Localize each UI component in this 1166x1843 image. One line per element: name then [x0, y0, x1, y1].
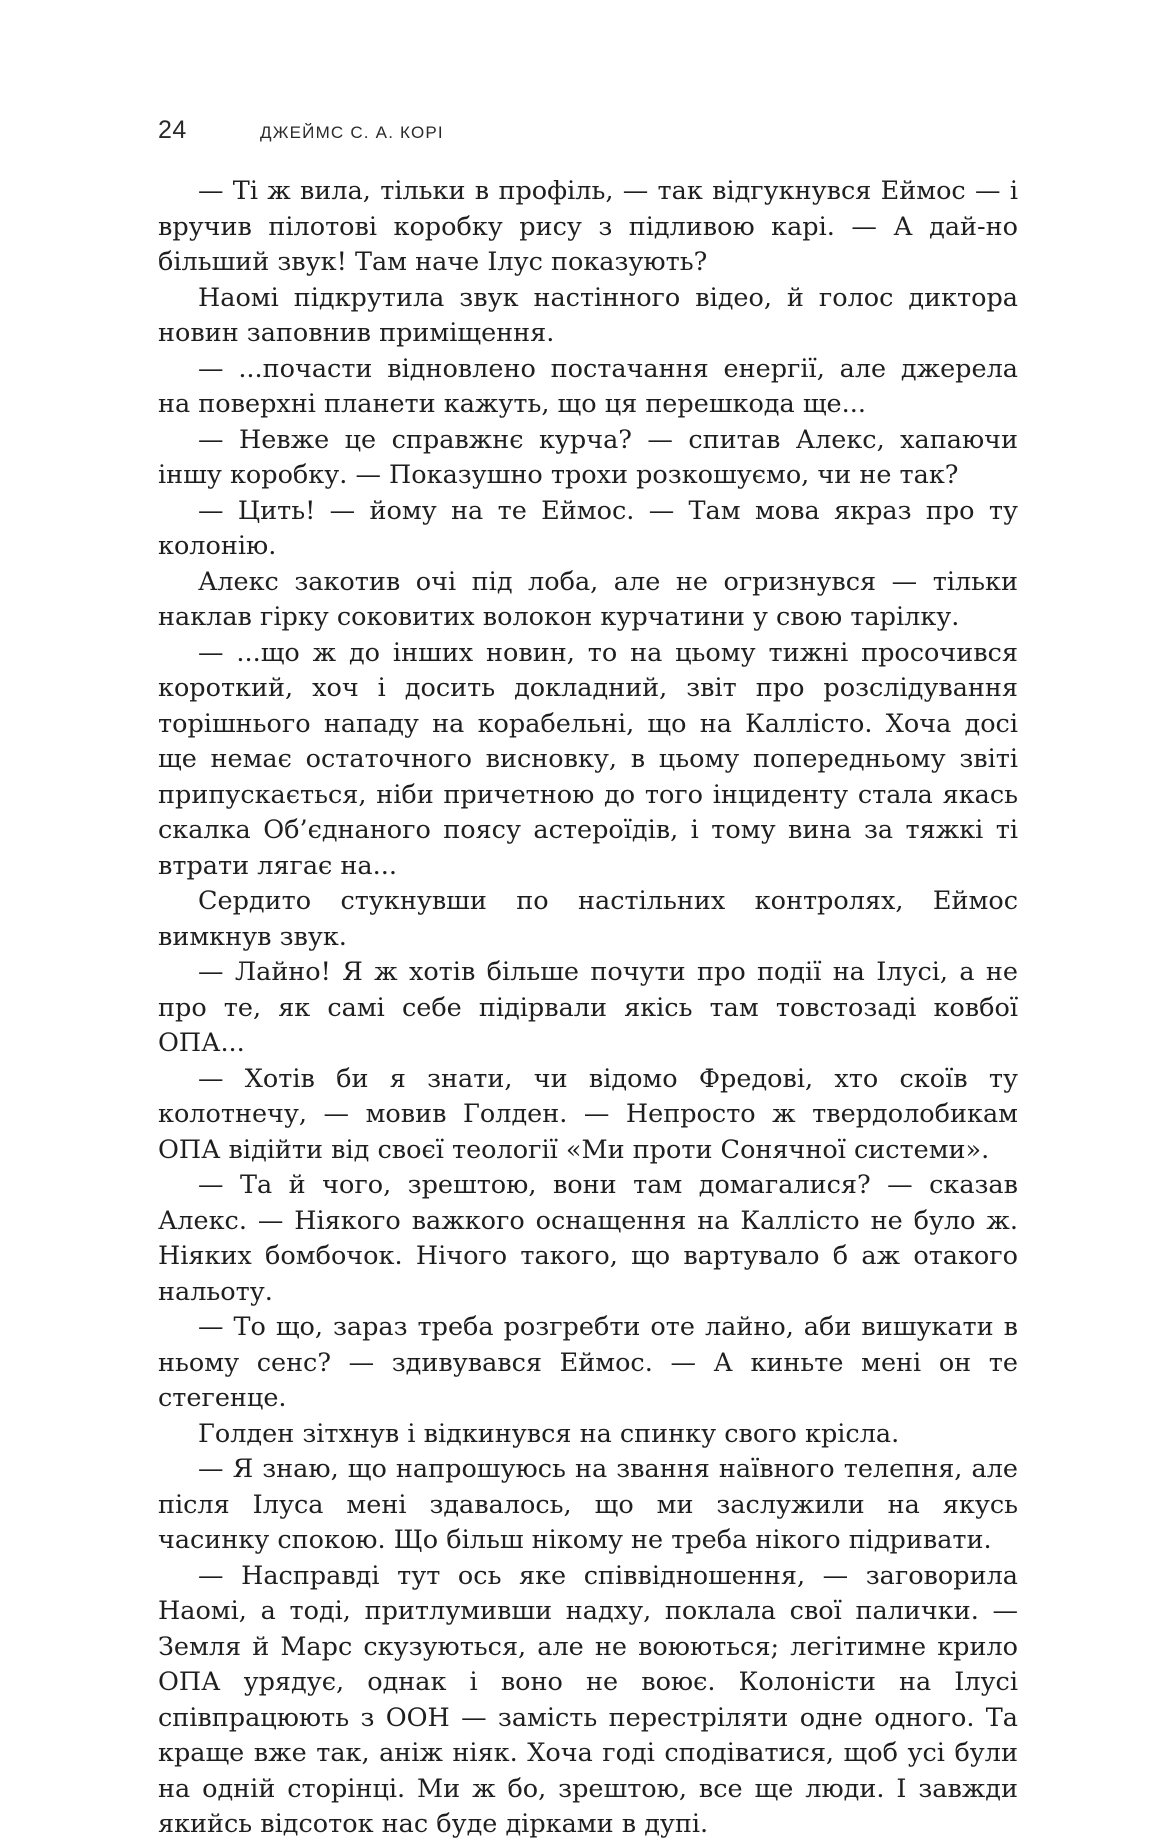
- page-number: 24: [158, 116, 187, 144]
- paragraph: — Та й чого, зрештою, вони там домагалися? — сказав Алекс. — Ніякого важкого оснащення на Каллісто не було ж. Ніяких бомбочок. Нічого такого, що вартувало б аж отакого нальоту.: [158, 1170, 1018, 1307]
- body-text: [158, 174, 1018, 1843]
- paragraph: — Насправді тут ось яке співвідношення, — заговорила Наомі, а тоді, притлумивши надху, поклала свої палички. — Земля й Марс скузуються, але не воюються; легітимне крило ОПА урядує, однак і воно не воює. Колоністи на Ілусі співпрацюють з ООН — замість перестріляти одне одного. Та краще вже так, аніж ніяк. Хоча годі сподіватися, щоб усі були на одній сторінці. Ми ж бо, зрештою, все ще люди. І завжди якийсь відсоток нас буде дірками в дупі.: [158, 1560, 1018, 1839]
- paragraph: — ...почасти відновлено постачання енергії, але джерела на поверхні планети кажуть, що ця перешкода ще...: [158, 353, 1018, 419]
- paragraph: Алекс закотив очі під лоба, але не огризнувся — тільки наклав гірку соковитих волокон курчатини у свою тарілку.: [158, 566, 1018, 632]
- paragraph: — Я знаю, що напрошуюсь на звання наївного телепня, але після Ілуса мені здавалось, що ми заслужили на якусь часинку спокою. Що більш нікому не треба нікого підривати.: [158, 1454, 1018, 1555]
- paragraph: — То що, зараз треба розгребти оте лайно, аби вишукати в ньому сенс? — здивувався Еймос. — А киньте мені он те стегенце.: [158, 1312, 1018, 1413]
- paragraph: Наомі підкрутила звук настінного відео, й голос диктора новин заповнив приміщення.: [158, 282, 1018, 348]
- paragraph: Голден зітхнув і відкинувся на спинку свого крісла.: [198, 1418, 900, 1449]
- running-head: [158, 116, 1018, 152]
- paragraph: Сердито стукнувши по настільних контролях, Еймос вимкнув звук.: [158, 886, 1018, 952]
- paragraph: — Ті ж вила, тільки в профіль, — так відгукнувся Еймос — і вручив пілотові коробку рису з підливою карі. — А дай-но більший звук! Там наче Ілус показують?: [158, 176, 1018, 277]
- paragraph: — Лайно! Я ж хотів більше почути про події на Ілусі, а не про те, як самі себе підірвали якісь там товстозаді ковбої ОПА...: [158, 957, 1018, 1058]
- author-name: ДЖЕЙМС С. А. КОРІ: [260, 123, 444, 142]
- paragraph: — Хотів би я знати, чи відомо Фредові, хто скоїв ту колотнечу, — мовив Голден. — Непросто ж твердолобикам ОПА відійти від своєї теології «Ми проти Сонячної системи».: [158, 1063, 1018, 1165]
- paragraph: — Цить! — йому на те Еймос. — Там мова якраз про ту колонію.: [158, 495, 1018, 561]
- paragraph: — ...що ж до інших новин, то на цьому тижні просочився короткий, хоч і досить докладний, звіт про розслідування торішнього нападу на корабельні, що на Каллісто. Хоча досі ще немає остаточного висновку, в цьому попередньому звіті припускається, ніби причетною до того інциденту стала якась скалка Об’єднаного поясу астероїдів, і тому вина за тяжкі ті втрати лягає на...: [158, 637, 1018, 881]
- paragraph: — Невже це справжнє курча? — спитав Алекс, хапаючи іншу коробку. — Показушно трохи розкошуємо, чи не так?: [158, 424, 1018, 490]
